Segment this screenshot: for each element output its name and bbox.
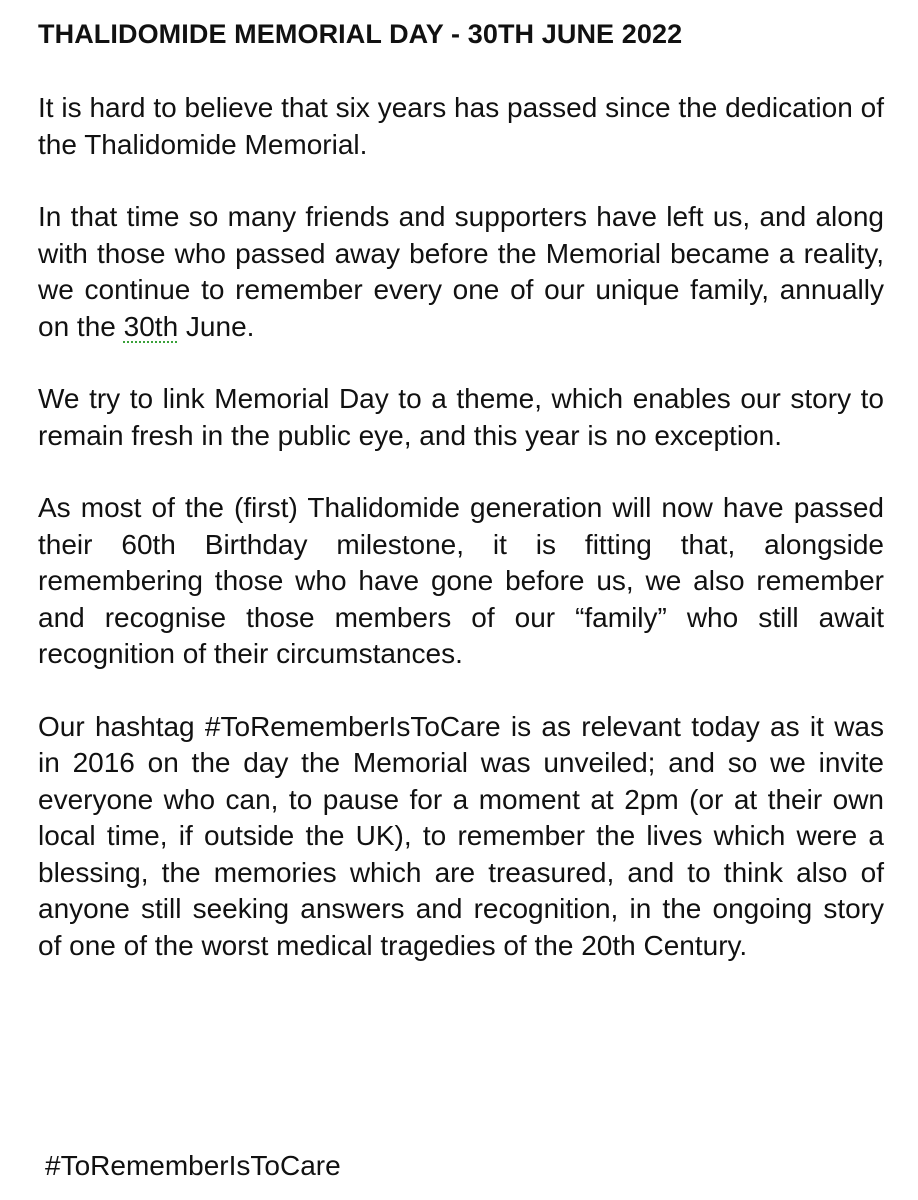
closing-hashtag: #ToRememberIsToCare (45, 1150, 341, 1181)
paragraph-5: Our hashtag #ToRememberIsToCare is as relevant today as it was in 2016 on the day the Memorial was unveiled; and so we invite everyone who can, to pause for a moment at 2pm (or at their own local time, if outside the UK), to remember the lives which were a blessing, the memories which are treasured, and to think also of anyone still seeking answers and recognition, in the ongoing story of one of the worst medical tragedies of the 20th Century. (38, 710, 884, 961)
paragraph-2-text-end: June. (178, 310, 255, 342)
document-body (38, 16, 884, 964)
paragraph-4: As most of the (first) Thalidomide generation will now have passed their 60th Birthday milestone, it is fitting that, alongside remembering those who have gone before us, we also remember and recognise those members of our “family” who still await recognition of their circumstances. (38, 492, 884, 669)
paragraph-2-text-start: In that time so many friends and supporters have left us, and along with those who passed away before the Memorial became a reality, we continue to remember every one of our unique family, annually on the (38, 201, 884, 342)
document-title: THALIDOMIDE MEMORIAL DAY - 30TH JUNE 2022 (38, 19, 683, 49)
paragraph-3: We try to link Memorial Day to a theme, which enables our story to remain fresh in the public eye, and this year is no exception. (38, 383, 884, 451)
paragraph-2 (38, 199, 884, 345)
paragraph-1: It is hard to believe that six years has passed since the dedication of the Thalidomide Memorial. (38, 92, 884, 160)
spellcheck-flagged-date: 30th (123, 310, 179, 342)
